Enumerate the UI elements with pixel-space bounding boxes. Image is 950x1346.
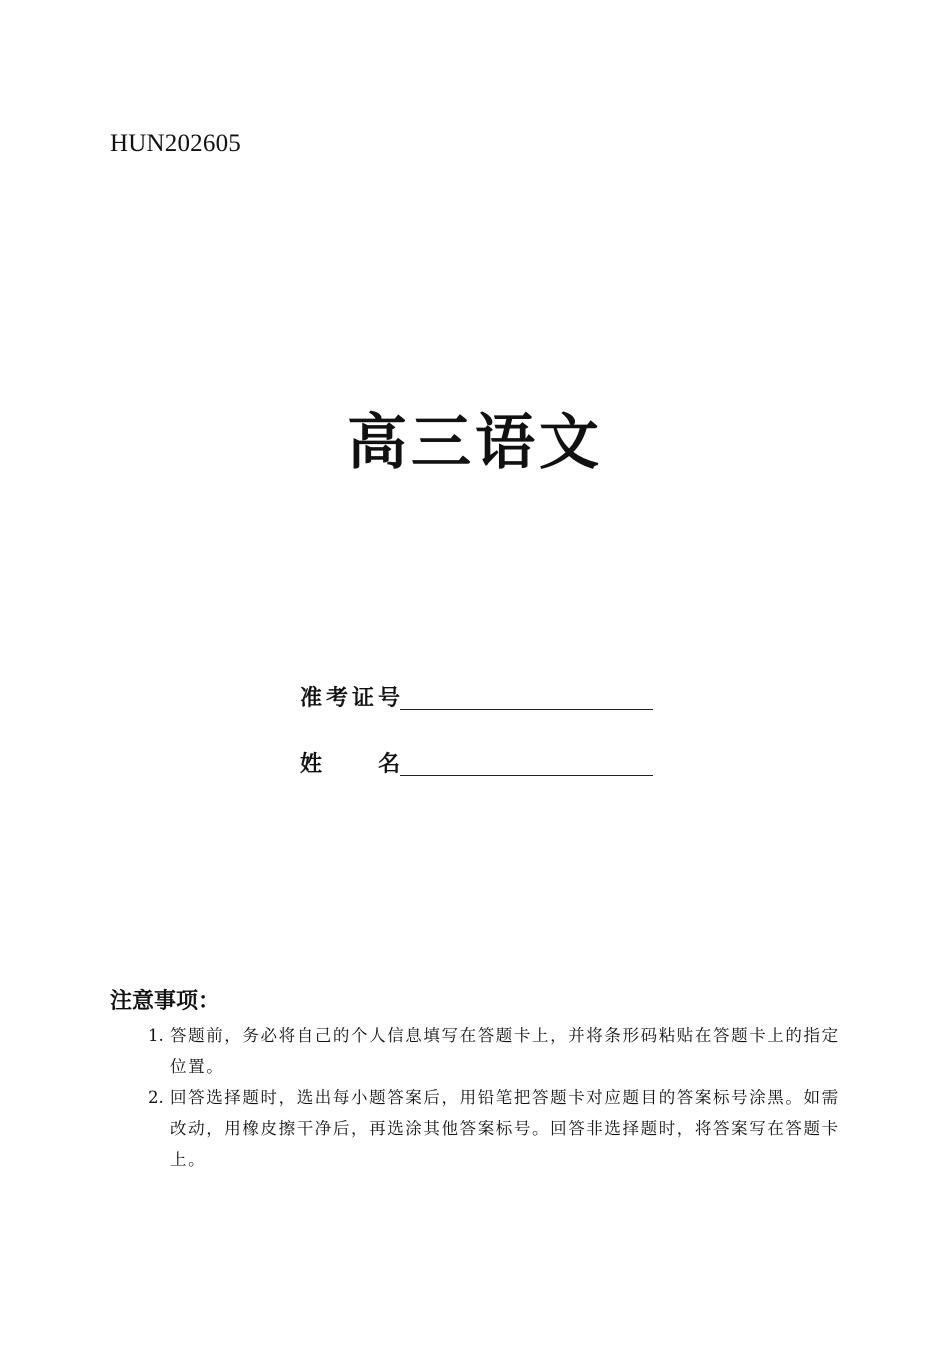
name-blank[interactable] <box>400 775 653 776</box>
notes-list <box>148 1020 846 1175</box>
note-number: 2. <box>148 1088 164 1107</box>
exam-number-label-char: 号 <box>377 686 400 711</box>
exam-number-label-char: 考 <box>325 686 348 711</box>
exam-number-field <box>300 678 653 714</box>
exam-code: HUN202605 <box>110 130 241 157</box>
name-label <box>300 750 400 780</box>
note-text: 回答选择题时，选出每小题答案后，用铅笔把答题卡对应题目的答案标号涂黑。如需改动，用橡皮擦干净后，再选涂其他答案标号。回答非选择题时，将答案写在答题卡上。 <box>170 1088 840 1169</box>
note-text: 答题前，务必将自己的个人信息填写在答题卡上，并将条形码粘贴在答题卡上的指定位置。 <box>170 1026 840 1076</box>
exam-number-label-char: 证 <box>351 686 374 711</box>
name-label-char: 姓 <box>300 752 323 777</box>
exam-number-blank[interactable] <box>400 709 653 710</box>
exam-number-label <box>300 684 400 714</box>
name-field <box>300 744 653 780</box>
note-number: 1. <box>148 1026 164 1045</box>
note-item <box>148 1020 846 1082</box>
notes-heading: 注意事项： <box>110 989 221 1014</box>
note-item <box>148 1082 846 1175</box>
exam-number-label-char: 准 <box>300 686 323 711</box>
page-title: 高三语文 <box>347 408 603 478</box>
name-label-char: 名 <box>377 752 400 777</box>
